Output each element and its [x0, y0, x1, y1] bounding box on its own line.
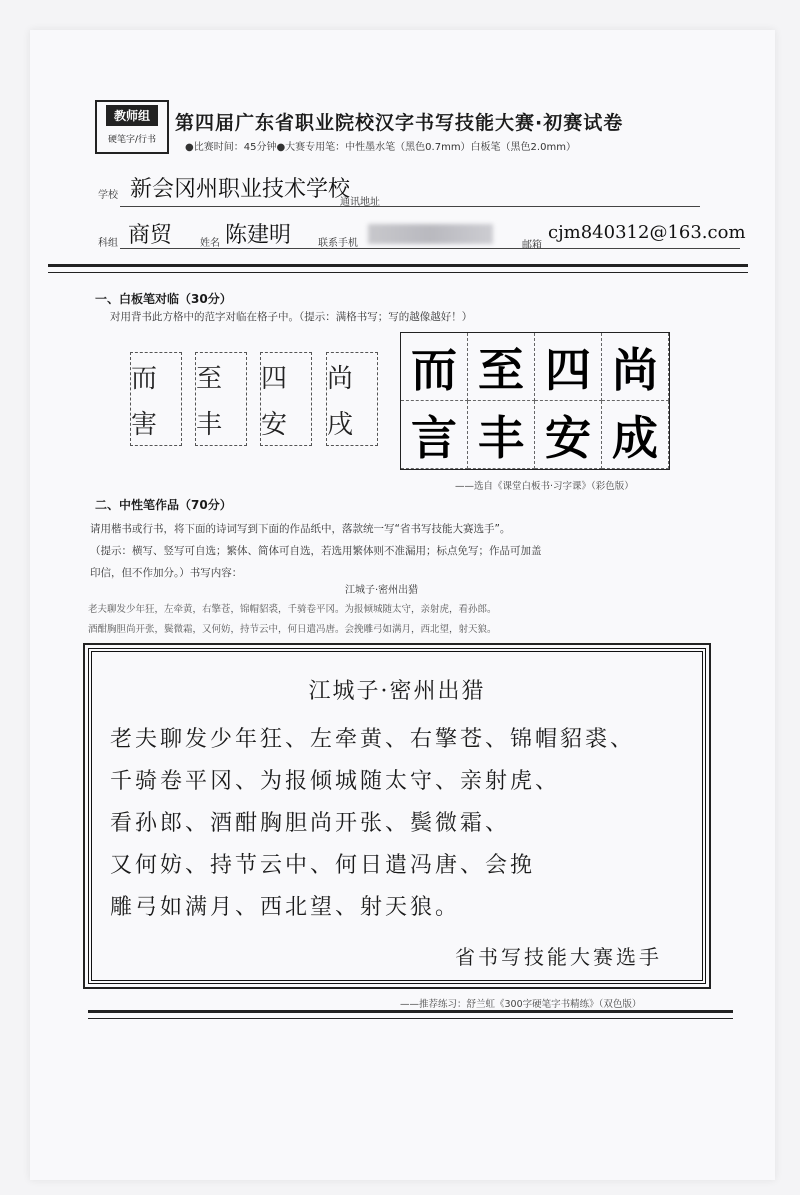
source-poem [88, 600, 497, 640]
school-line [120, 206, 700, 207]
phone-label: 联系手机 [318, 238, 358, 249]
written-char: 安 [535, 401, 602, 469]
written-char: 至 [468, 333, 535, 401]
written-char: 尚 [602, 333, 669, 401]
work-line: 千骑卷平冈、为报倾城随太守、亲射虎、 [110, 769, 561, 794]
section2-instruction [90, 518, 730, 584]
sample-box-1 [130, 352, 182, 446]
sample-char: 丰 [196, 409, 223, 440]
work-line: 看孙郎、酒酣胸胆尚开张、鬓微霜、 [110, 811, 511, 836]
badge-style: 硬笔字/行书 [107, 135, 157, 145]
exam-title: 第四届广东省职业院校汉字书写技能大赛·初赛试卷 [175, 112, 624, 134]
sample-char: 而 [131, 363, 158, 394]
sample-char: 害 [131, 409, 158, 440]
written-char: 言 [401, 401, 468, 469]
dept-value: 商贸 [128, 223, 173, 248]
sample-char: 四 [261, 363, 288, 394]
sample-box-2 [195, 352, 247, 446]
section1-instruction: 对用背书此方格中的范字对临在格子中。（提示：满格书写；写的越像越好！） [110, 311, 473, 323]
work-title: 江城子·密州出猎 [308, 679, 486, 704]
sample-char: 安 [261, 409, 288, 440]
work-signature: 省书写技能大赛选手 [455, 945, 662, 969]
header-divider [48, 264, 748, 273]
sample-char: 至 [196, 363, 223, 394]
sample-box-4 [326, 352, 378, 446]
section2-credit: ——推荐练习：舒兰虹《300字硬笔字书精练》（双色版） [400, 999, 642, 1010]
written-char: 丰 [468, 401, 535, 469]
name-value: 陈建明 [225, 223, 292, 248]
badge-group: 教师组 [106, 105, 158, 126]
section1-heading: 一、白板笔对临（30分） [95, 292, 232, 306]
footer-divider [88, 1010, 733, 1019]
dept-label: 科组 [98, 238, 118, 249]
category-badge [95, 100, 169, 154]
address-label: 通讯地址 [340, 197, 380, 208]
exam-rules: ●比赛时间：45分钟●大赛专用笔：中性墨水笔（黑色0.7mm）白板笔（黑色2.0mm） [185, 142, 576, 153]
section2-heading: 二、中性笔作品（70分） [95, 498, 232, 512]
source-line: 酒酣胸胆尚开张，鬓微霜，又何妨，持节云中，何日遣冯唐。会挽雕弓如满月，西北望，射天狼。 [88, 624, 497, 635]
work-line: 老夫聊发少年狂、左牵黄、右擎苍、锦帽貂裘、 [110, 727, 636, 752]
school-value: 新会冈州职业技术学校 [130, 177, 351, 202]
written-char: 四 [535, 333, 602, 401]
instruction-line: 印信，但不作加分。）书写内容： [90, 567, 243, 579]
info-line [120, 248, 740, 249]
source-poem-title: 江城子·密州出猎 [345, 585, 419, 596]
sample-char: 尚 [327, 363, 354, 394]
sample-char: 戌 [327, 409, 354, 440]
email-label: 邮箱 [522, 240, 542, 251]
work-frame [88, 648, 706, 984]
work-line: 又何妨、持节云中、何日遣冯唐、会挽 [110, 853, 536, 878]
sample-box-3 [260, 352, 312, 446]
instruction-line: 请用楷书或行书，将下面的诗词写到下面的作品纸中，落款统一写“省书写技能大赛选手”。 [90, 523, 511, 535]
written-char: 而 [401, 333, 468, 401]
whiteboard-grid [400, 332, 670, 470]
written-char: 成 [602, 401, 669, 469]
name-label: 姓名 [200, 238, 220, 249]
work-line: 雕弓如满月、西北望、射天狼。 [110, 895, 461, 920]
source-line: 老夫聊发少年狂，左牵黄，右擎苍，锦帽貂裘，千骑卷平冈。为报倾城随太守，亲射虎，看孙郎。 [88, 604, 497, 615]
section1-credit: ——选自《课堂白板书·习字课》（彩色版） [455, 481, 634, 492]
instruction-line: （提示：横写、竖写可自选；繁体、简体可自选，若选用繁体则不准漏用；标点免写；作品可加盖 [90, 545, 542, 557]
email-value: cjm840312@163.com [548, 222, 746, 243]
school-label: 学校 [98, 190, 118, 201]
redacted-phone [368, 224, 493, 244]
